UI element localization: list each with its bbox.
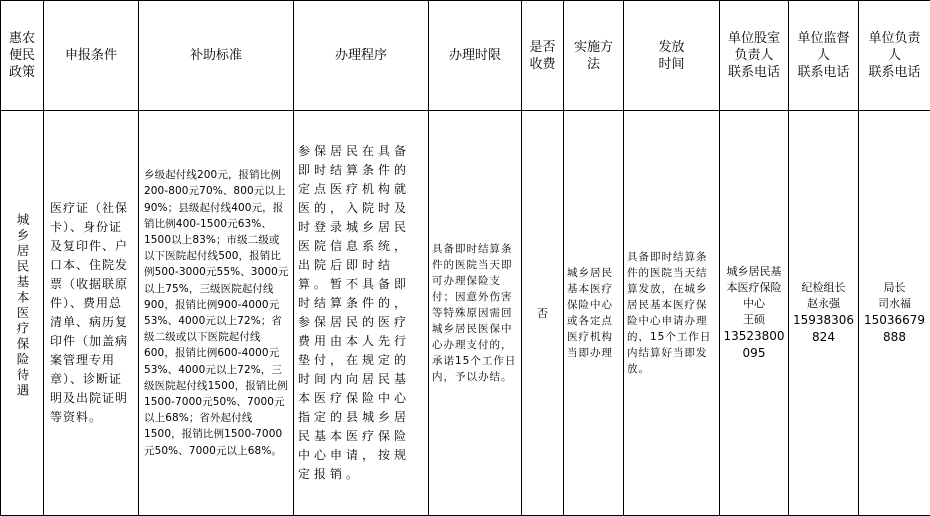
header-procedure: 办理程序 [294,1,429,111]
head-person: 司水福 [878,297,911,310]
header-fee: 是否 收费 [522,1,564,111]
time-limit-text: 具备即时结算条件的医院当天即可办理保险支付；因意外伤害等特殊原因需回城乡居民医保中心办理支付的，承诺15个工作日内，予以办结。 [432,243,517,383]
supervisor-phone: 15938306824 [792,313,855,344]
header-issue-time: 发放 时间 [624,1,720,111]
conditions-text: 医疗证（社保卡）、身份证及复印件、户口本、住院发票（收据联原件）、费用总清单、病历复印件（加盖病案管理专用章）、诊断证明及出院证明等资料。 [50,201,129,424]
cell-time-limit [429,111,522,516]
cell-head-contact [859,111,930,516]
supervisor-title: 纪检组长 [801,281,846,294]
cell-method [564,111,624,516]
header-time-limit: 办理时限 [429,1,522,111]
cell-fee: 否 [522,111,564,516]
supervisor-person: 赵永强 [807,297,840,310]
table-row [1,111,930,516]
office-phone: 13523800095 [723,329,785,360]
header-office-contact: 单位股室 负责人 联系电话 [720,1,789,111]
office-person: 王硕 [743,313,765,326]
header-head-contact: 单位负责 人 联系电话 [859,1,930,111]
cell-office-contact [720,111,789,516]
header-row [1,1,930,111]
issue-time-text: 具备即时结算条件的医院当天结算发放，在城乡居民基本医疗保险中心申请办理的，15个工作日内结算好当即发放。 [627,251,712,375]
cell-supervisor-contact [789,111,859,516]
cell-conditions [44,111,139,516]
procedure-text: 参保居民在具备即时结算条件的定点医疗机构就医的，入院时及时登录城乡居民医院信息系统，出院后即时结算。暂不具备即时结算条件的，参保居民的医疗费用由本人先行垫付，在规定的时间内向居民基本医疗保险中心指定的县城乡居民基本医疗保险中心申请，按规定报销。 [298,144,411,481]
cell-issue-time [624,111,720,516]
head-phone: 15036679888 [863,313,926,344]
cell-policy [1,111,44,516]
cell-standard [139,111,294,516]
policy-name: 城乡居民基本医疗保险待遇 [15,213,30,399]
header-policy: 惠农 便民 政策 [1,1,44,111]
header-method: 实施方 法 [564,1,624,111]
header-conditions: 申报条件 [44,1,139,111]
header-standard: 补助标准 [139,1,294,111]
office-unit: 城乡居民基本医疗保险中心 [726,265,782,310]
header-supervisor-contact: 单位监督 人 联系电话 [789,1,859,111]
standard-text: 乡级起付线200元，报销比例200-800元70%、800元以上90%；县级起付线400元，报销比例400-1500元63%、1500以上83%；市级二级或以下医院起付线500，报销比例500-3000元55%、3000元以上75%，三级医院起付线900，报销比例900-4000元53%、4000元以上72%；省级二级或以下医院起付线600，报销比例600-4000元53%、4000元以上72%，三级医院起付线1500，报销比例1500-7000元50%、7000元以上68%；省外起付线1500，报销比例1500-7000元50%、7000元以上68%。 [144,169,289,457]
head-title: 局长 [883,281,906,294]
cell-procedure [294,111,429,516]
method-text: 城乡居民基本医疗保险中心或各定点医疗机构当即办理 [567,267,613,359]
